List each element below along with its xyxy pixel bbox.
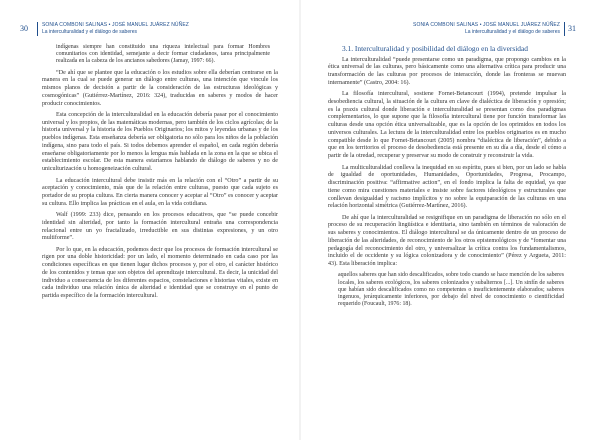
- running-header: [42, 22, 189, 36]
- paragraph: La multiculturalidad conlleva la inequidad en su espíritu, pues si bien, por un lado se habla de igualdad de oportunidades, Humanidades, Oportunidades, Progresa, Procampo, discriminación positiva: “affirmative action”, en el fondo implica la falta de equidad, ya que tiene como mira cuestiones materiales e insiste sobre factores ideológicos y estructurales que conllevan desigualdad y racismo implícitos y no sobre la equiparación de las culturas en una relación horizontal simétrica (Gutiérrez-Martínez, 2016).: [328, 164, 566, 210]
- header-divider: [37, 22, 38, 36]
- page-number: 30: [20, 24, 28, 33]
- paragraph: “De ahí que se plantee que la educación o los estudios sobre ella deberían centrarse en la manera en la cual se puede generar un diálogo entre culturas, una intención que vincule los mismos planos de decisión a partir de la consideración de las estructuras ideológicas y cosmogónicas” (Gutiérrez-Martínez, 2016: 324), traducidas en saberes y modos de hacer producir conocimientos.: [42, 69, 278, 107]
- page-body: [42, 44, 278, 305]
- header-divider: [564, 22, 565, 36]
- paragraph: La educación intercultural debe insistir más en la relación con el “Otro” a partir de su aceptación y conocimiento, más que de la relación entre culturas, puesto que cada sujeto es portador de su propia cultura. En cierta manera conocer y aceptar al “Otro” es conocer y aceptar su cultura. Ello implica las prácticas en el aula, en la vida cotidiana.: [42, 177, 278, 207]
- paragraph: Walf (1999: 233) dice, pensando en los procesos educativos, que “se puede concebir identidad sin alteridad, por tanto la formación intercultural entraña una correspondencia relacional entre un yo fractalizado, irreductible en sus distintas expresiones, y un otro multiforme”.: [42, 212, 278, 242]
- paragraph: La filosofía intercultural, sostiene Fornet-Betancourt (1994), pretende impulsar la desobediencia cultural, la situación de la cultura en clave de dialéctica de liberación y opresión; es la praxis cultural donde liberación e interculturalidad se presentan como dos paradigmas complementarios, lo que supone que la filosofía intercultural tiene por función transformar las culturas desde una opción ética universalizable, que es la opción de los oprimidos en todos los universos culturales. La lectura de la interculturalidad entre los pueblos originarios es en mucho compatible desde lo que Fornet-Betancourt (2005) nombra “dialéctica de liberación”, debido a que en los territorios el proceso de desobediencia está presente en su día a día, desde el cómo a partir de la otredad, recuperar y preservar su modo de construir y reconstruir la vida.: [328, 91, 566, 160]
- paragraph: La interculturalidad “puede presentarse como un paradigma, que propongo cambios en la ética universal de las culturas, pero básicamente como una alternativa crítica para producir una transformación de las culturas por procesos de interacción, donde las fronteras se muevan internamente” (Castro, 2004: 16).: [328, 56, 566, 86]
- page-number: 31: [568, 24, 576, 33]
- paragraph: Esta concepción de la interculturalidad en la educación debería pasar por el conocimiento universal y los propios, de las matemáticas modernas, pero también de los ciclos agrícolas; de la historia universal y la historia de los Pueblos Originarios; los mitos y leyendas urbanas y de los pueblos indígenas. Esta enseñanza debería ser obligatoria no sólo para los niños de la población indígena, sino para todo el país. Si todos debemos aprender el español, en cada región debería enseñarse obligatoriamente por lo menos la lengua más hablada en la zona en la que se ubica el establecimiento escolar. De esta manera estaríamos hablando de diálogo de saberes y no de uniculturización u homogeneización cultural.: [42, 111, 278, 173]
- block-quote: indígenas siempre han constituido una riqueza intelectual para formar Hombres comunitarios con identidad, semejante a decir formar ciudadanos, tarea principalmente realizada en la cabeza de los ancianos sabedores (Jamay, 1997: 66).: [56, 44, 270, 65]
- block-quote: aquellos saberes que han sido descalificados, sobre todo cuando se hace mención de los saberes locales, los saberes ecológicos, los saberes colonizados y subalternos [...]. Un sinfín de saberes que habían sido descalificados como no competentes o insuficientemente elaborados; saberes ingenuos, jerárquicamente inferiores, por debajo del nivel de conocimiento o cientificidad requerido (Foucault, 1976: 18).: [338, 272, 564, 308]
- header-title: La interculturalidad y el diálogo de saberes: [464, 29, 560, 35]
- right-page: [300, 0, 600, 440]
- header-authors: SONIA COMBONI SALINAS • JOSÉ MANUEL JUÁREZ NÚÑEZ: [42, 22, 189, 28]
- page-body: [328, 44, 566, 312]
- header-authors: SONIA COMBONI SALINAS • JOSÉ MANUEL JUÁREZ NÚÑEZ: [413, 22, 560, 28]
- running-header: [324, 22, 560, 36]
- header-title: La interculturalidad y el diálogo de saberes: [42, 29, 138, 35]
- paragraph: Por lo que, en la educación, podemos decir que los procesos de formación intercultural se rigen por una doble historicidad: por un lado, el momento determinado en cada caso por las condiciones específicas en que tienen lugar dichos procesos y, por el otro, el carácter histórico de los contenidos y temas que son objetos del aprendizaje intercultural. Es decir, la unicidad del individuo a consecuencia de los diferentes espacios, constelaciones e historias vitales, existe en cada individuo una relación única de alteridad e identidad que se construye en el punto de partida específico de la formación intercultural.: [42, 246, 278, 300]
- paragraph: De ahí que la interculturalidad se resignifique en un paradigma de liberación no sólo en el proceso de su recuperación lingüística e identitaria, sino también en términos de valoración de sus saberes y conocimientos. El diálogo intercultural se da únicamente dentro de un proceso de liberación de las alteridades, de reconocimiento de los otros epistemológicos y de “fomentar una pedagogía del reconocimiento del otro, y universalizar la crítica contra los fundamentalismos, incluido el de occidente y su lógica colonizadora y de conocimiento” (Pérez y Argueta, 2011: 43). Esta liberación implica:: [328, 214, 566, 268]
- section-title: 3.1. Interculturalidad y posibilidad del diálogo en la diversidad: [342, 44, 528, 53]
